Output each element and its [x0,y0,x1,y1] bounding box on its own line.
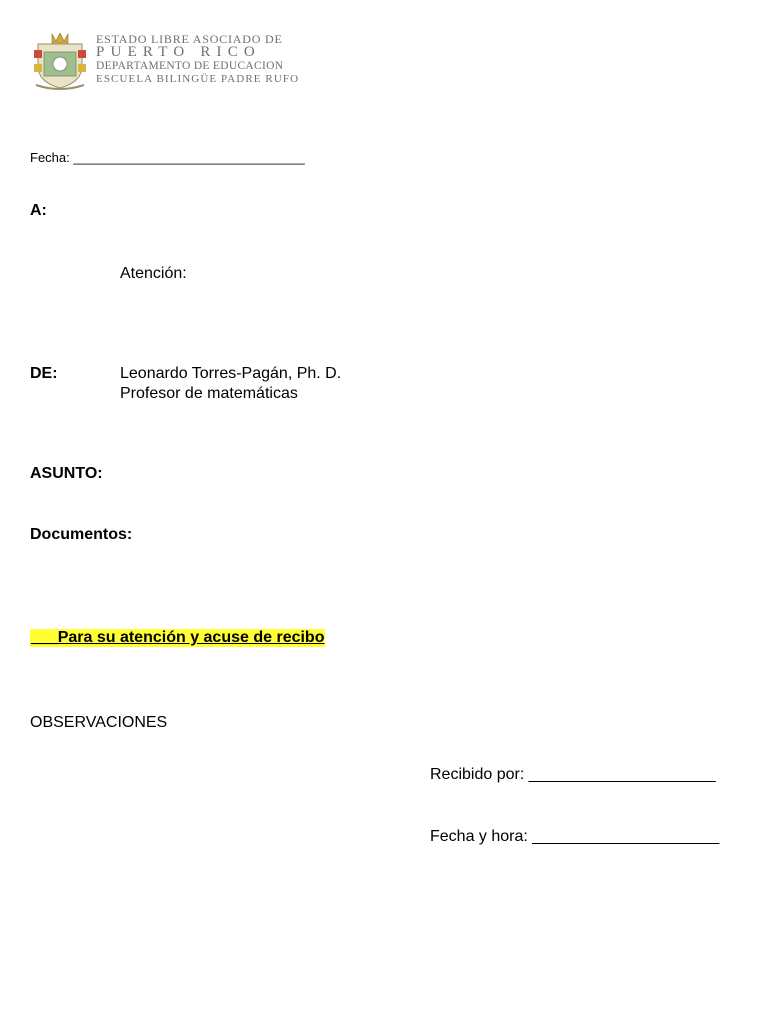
de-name: Leonardo Torres-Pagán, Ph. D. [120,365,342,382]
atencion-label: Atención: [120,265,187,282]
letterhead-line-4: ESCUELA BILINGÜE PADRE RUFO [96,73,300,85]
recibido-por-field: Recibido por: _____________________ [430,766,716,783]
a-label: A: [30,202,47,219]
coat-of-arms-icon [30,30,90,92]
letterhead-line-2: PUERTO RICO [96,44,261,60]
de-title: Profesor de matemáticas [120,385,298,402]
de-label: DE: [30,365,58,382]
letterhead-line-3: DEPARTAMENTO DE EDUCACION [96,60,284,72]
acuse-recibo-highlight: ___Para su atención y acuse de recibo [31,629,325,646]
letterhead-line-1: ESTADO LIBRE ASOCIADO DE [96,32,283,46]
observaciones-label: OBSERVACIONES [30,714,168,731]
fecha-hora-field: Fecha y hora: _____________________ [430,828,720,845]
documentos-label: Documentos: [30,526,133,543]
asunto-label: ASUNTO: [30,465,103,482]
fecha-field: Fecha: ________________________________ [30,150,305,165]
